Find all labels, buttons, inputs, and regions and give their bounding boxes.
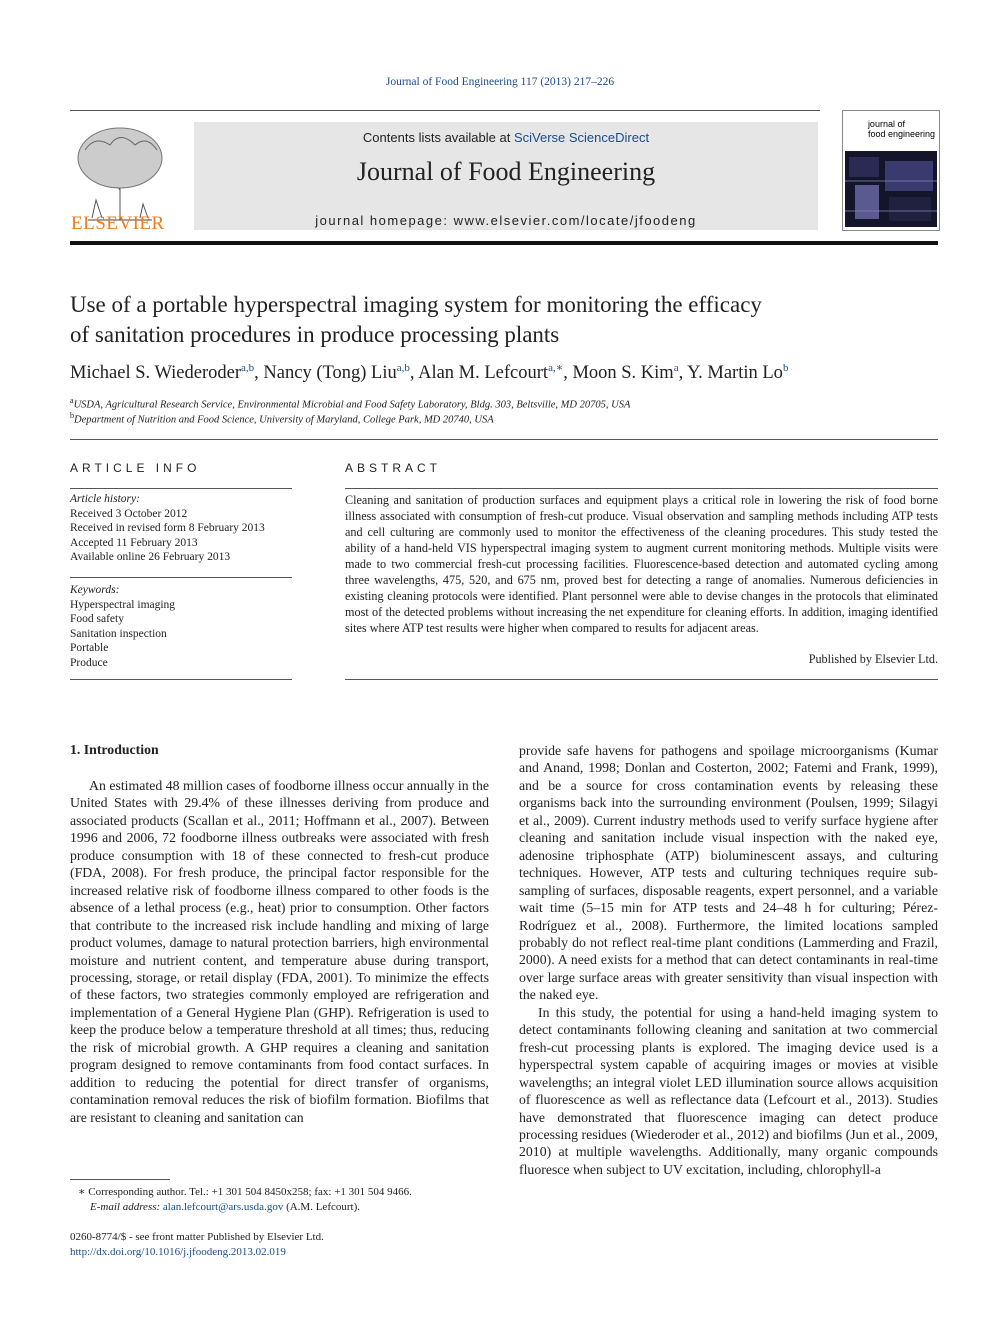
abstract-heading: ABSTRACT xyxy=(345,461,442,475)
journal-header xyxy=(70,110,938,244)
abstract-text: Cleaning and sanitation of production surfaces and equipment plays a critical role in lowering the risk of food borne illness associated with consumption of fresh-cut produce. Visual observation and sampling methods including ATP tests and cell culturing are commonly used to monitor the effectiveness of the cleaning procedures. This study tested the ability of a hand-held VIS hyperspectral imaging system to augment current monitoring methods. Multiple visits were made to two commercial fresh-cut processing facilities. Fluorescence-based detection and automated cycling among three wavelengths, 475, 520, and 675 nm, proved best for detecting a range of anomalies. Numerous deficiencies in existing cleaning protocols were identified. Plant personnel were able to devise changes in the protocols that eliminated most of the detected problems without increasing the net expenditure for cleaning efforts. In addition, imaging identified sites where ATP test results were higher when compared to results for adjacent areas. xyxy=(345,493,938,635)
doi-link[interactable]: http://dx.doi.org/10.1016/j.jfoodeng.2013.02.019 xyxy=(70,1246,286,1258)
history-item: Received in revised form 8 February 2013 xyxy=(70,522,265,534)
author-affiliation-marker[interactable]: a,b xyxy=(396,362,410,374)
author-separator: , xyxy=(409,363,419,384)
author-affiliation-marker[interactable]: a,b xyxy=(241,362,255,374)
affiliation-b: $^b$Department of Nutrition and Food Science, University of Maryland, College Park, MD 20740, USA xyxy=(70,411,494,426)
author-name: Y. Martin Lo xyxy=(687,363,783,384)
article-title: Use of a portable hyperspectral imaging system for monitoring the efficacy of sanitation procedures in produce processing plants xyxy=(70,292,762,347)
keywords-label: Keywords: xyxy=(70,584,120,596)
cover-image xyxy=(845,151,937,227)
history-item: Accepted 11 February 2013 xyxy=(70,536,198,549)
elsevier-wordmark: ELSEVIER xyxy=(71,213,165,234)
author-list xyxy=(70,361,930,384)
keyword-item: Food safety xyxy=(70,613,124,625)
keyword-item: Portable xyxy=(70,642,109,654)
paragraph: An estimated 48 million cases of foodborne illness occur annually in the United States with 29.4% of these illnesses deriving from produce and associated products (Scallan et al., 2011; Hoffmann et al., 2007). Between 1996 and 2006, 72 foodborne illness outbreaks were associated with fresh produce consumption with 18 of these connected to fresh-cut produce (FDA, 2008). For fresh produce, the principal factor responsible for the increased relative risk of foodborne illness compared to other foods is the absence of a lethal process (e.g., heat) prior to consumption. Other factors that contribute to the increased risk include handling and mixing of large product volumes, damage to natural protection barriers, high environmental moisture and nutrient content, and temperature abuse during transport, processing, storage, or retail display (FDA, 2001). To minimize the effects of these factors, two strategies commonly employed are refrigeration and implementation of a General Hygiene Plan (GHP). Refrigeration is used to keep the produce below a temperature threshold at all times; thus, reducing the risk of microbial growth. A GHP requires a cleaning and sanitation program designed to remove contaminants from food contact surfaces. In addition to reducing the potential for direct transfer of organisms, contamination removal reduces the risk of biofilm formation. Biofilms that are resistant to cleaning and sanitation can xyxy=(70,778,489,1125)
keywords xyxy=(70,583,292,670)
article-history xyxy=(70,492,292,565)
journal-title: Journal of Food Engineering xyxy=(356,157,656,186)
paragraph: In this study, the potential for using a hand-held imaging system to detect contaminants following cleaning and sanitation at two commercial fresh-cut processing plants is explored. The imaging device used is a hyperspectral system capable of acquiring images or movies at visible wavelengths; an integral violet LED illumination source allows acquisition of fluorescence as well as reflectance data (Lefcourt et al., 2013). Studies have demonstrated that fluorescence imaging can detect produce processing residues (Wiederoder et al., 2012) and biofilms (Jun et al., 2009, 2010) at multiple wavelengths. Additionally, many organic compounds fluoresce when subject to UV excitation, including, chlorophyll-a xyxy=(519,1004,938,1177)
author-name: Moon S. Kim xyxy=(572,363,674,384)
history-item: Received 3 October 2012 xyxy=(70,507,188,520)
abstract-rule-top xyxy=(345,488,938,489)
corresponding-author-footnote: ∗ Corresponding author. Tel.: +1 301 504 8450x258; fax: +1 301 504 9466. E-mail address: alan.lefcourt@ars.usda.gov (A.M. Lefcourt). xyxy=(78,1186,412,1213)
abstract-rule-bottom xyxy=(345,679,938,680)
article-info-heading: ARTICLE INFO xyxy=(70,461,201,475)
right-column xyxy=(519,742,938,1178)
info-rule-3 xyxy=(70,679,292,680)
author-affiliation-marker[interactable]: a,∗ xyxy=(548,362,564,374)
history-item: Available online 26 February 2013 xyxy=(70,551,231,563)
cover-title: journal of food engineering xyxy=(867,119,935,139)
left-column xyxy=(70,777,489,1126)
history-label: Article history: xyxy=(70,493,140,505)
journal-homepage[interactable]: journal homepage: www.elsevier.com/locate/jfoodeng xyxy=(315,213,697,228)
author-separator: , xyxy=(563,363,573,384)
affiliation-rule xyxy=(70,439,938,440)
journal-citation[interactable]: Journal of Food Engineering 117 (2013) 217–226 xyxy=(385,76,615,88)
keyword-item: Hyperspectral imaging xyxy=(70,598,176,611)
info-rule-2 xyxy=(70,577,292,578)
paragraph: provide safe havens for pathogens and spoilage microorganisms (Kumar and Anand, 1998; Donlan and Costerton, 2002; Fatemi and Frank, 1999), and be a source for cross contamination events by releasing these organisms back into the surrounding environment (Poulsen, 1999; Silagyi et al., 2009). Current industry methods used to verify surface hygiene after cleaning and sanitation include visual inspection with the naked eye, adenosine triphosphate (ATP) bioluminescent assays, and culturing techniques. However, ATP tests and culturing techniques require sub-sampling of surfaces, disposable reagents, expert personnel, and a variable wait time (5–15 min for ATP tests and 24–48 h for culturing; Pérez-Rodríguez et al., 2008). Furthermore, the limited locations sampled probably do not reflect real-time plant conditions (Lammerding and Frazil, 2000). A need exists for a method that can detect contaminants in real-time over large surface areas with greater sensitivity than visual inspection with the naked eye. xyxy=(519,743,938,1003)
email-label: E-mail address: xyxy=(90,1201,163,1213)
info-rule-1 xyxy=(70,488,292,489)
issn-line: 0260-8774/$ - see front matter Published by Elsevier Ltd. xyxy=(70,1231,324,1243)
author-separator: , xyxy=(254,363,264,384)
author-name: Alan M. Lefcourt xyxy=(418,363,549,384)
journal-cover-thumbnail xyxy=(842,110,940,231)
author-affiliation-marker[interactable]: a xyxy=(673,362,679,374)
author-separator: , xyxy=(678,363,688,384)
header-rule xyxy=(70,110,820,111)
abstract-publisher: Published by Elsevier Ltd. xyxy=(808,652,938,666)
author-name: Michael S. Wiederoder xyxy=(70,363,242,384)
footnote-rule xyxy=(70,1179,170,1180)
author-name: Nancy (Tong) Liu xyxy=(263,363,397,384)
affiliation-a: $^a$USDA, Agricultural Research Service, Environmental Microbial and Food Safety Laboratory, Bldg. 303, Beltsville, MD 20705, USA xyxy=(70,396,631,411)
email-link[interactable]: alan.lefcourt@ars.usda.gov xyxy=(162,1201,284,1213)
header-thick-rule xyxy=(70,241,938,245)
keyword-item: Sanitation inspection xyxy=(70,627,167,640)
contents-prefix: Contents lists available at xyxy=(362,130,514,145)
section-heading-introduction: 1. Introduction xyxy=(70,742,159,757)
author-affiliation-marker[interactable]: b xyxy=(782,362,789,374)
contents-line xyxy=(194,130,818,145)
keyword-item: Produce xyxy=(70,656,108,669)
sciencedirect-link[interactable]: SciVerse ScienceDirect xyxy=(513,130,650,145)
journal-banner xyxy=(194,122,818,230)
